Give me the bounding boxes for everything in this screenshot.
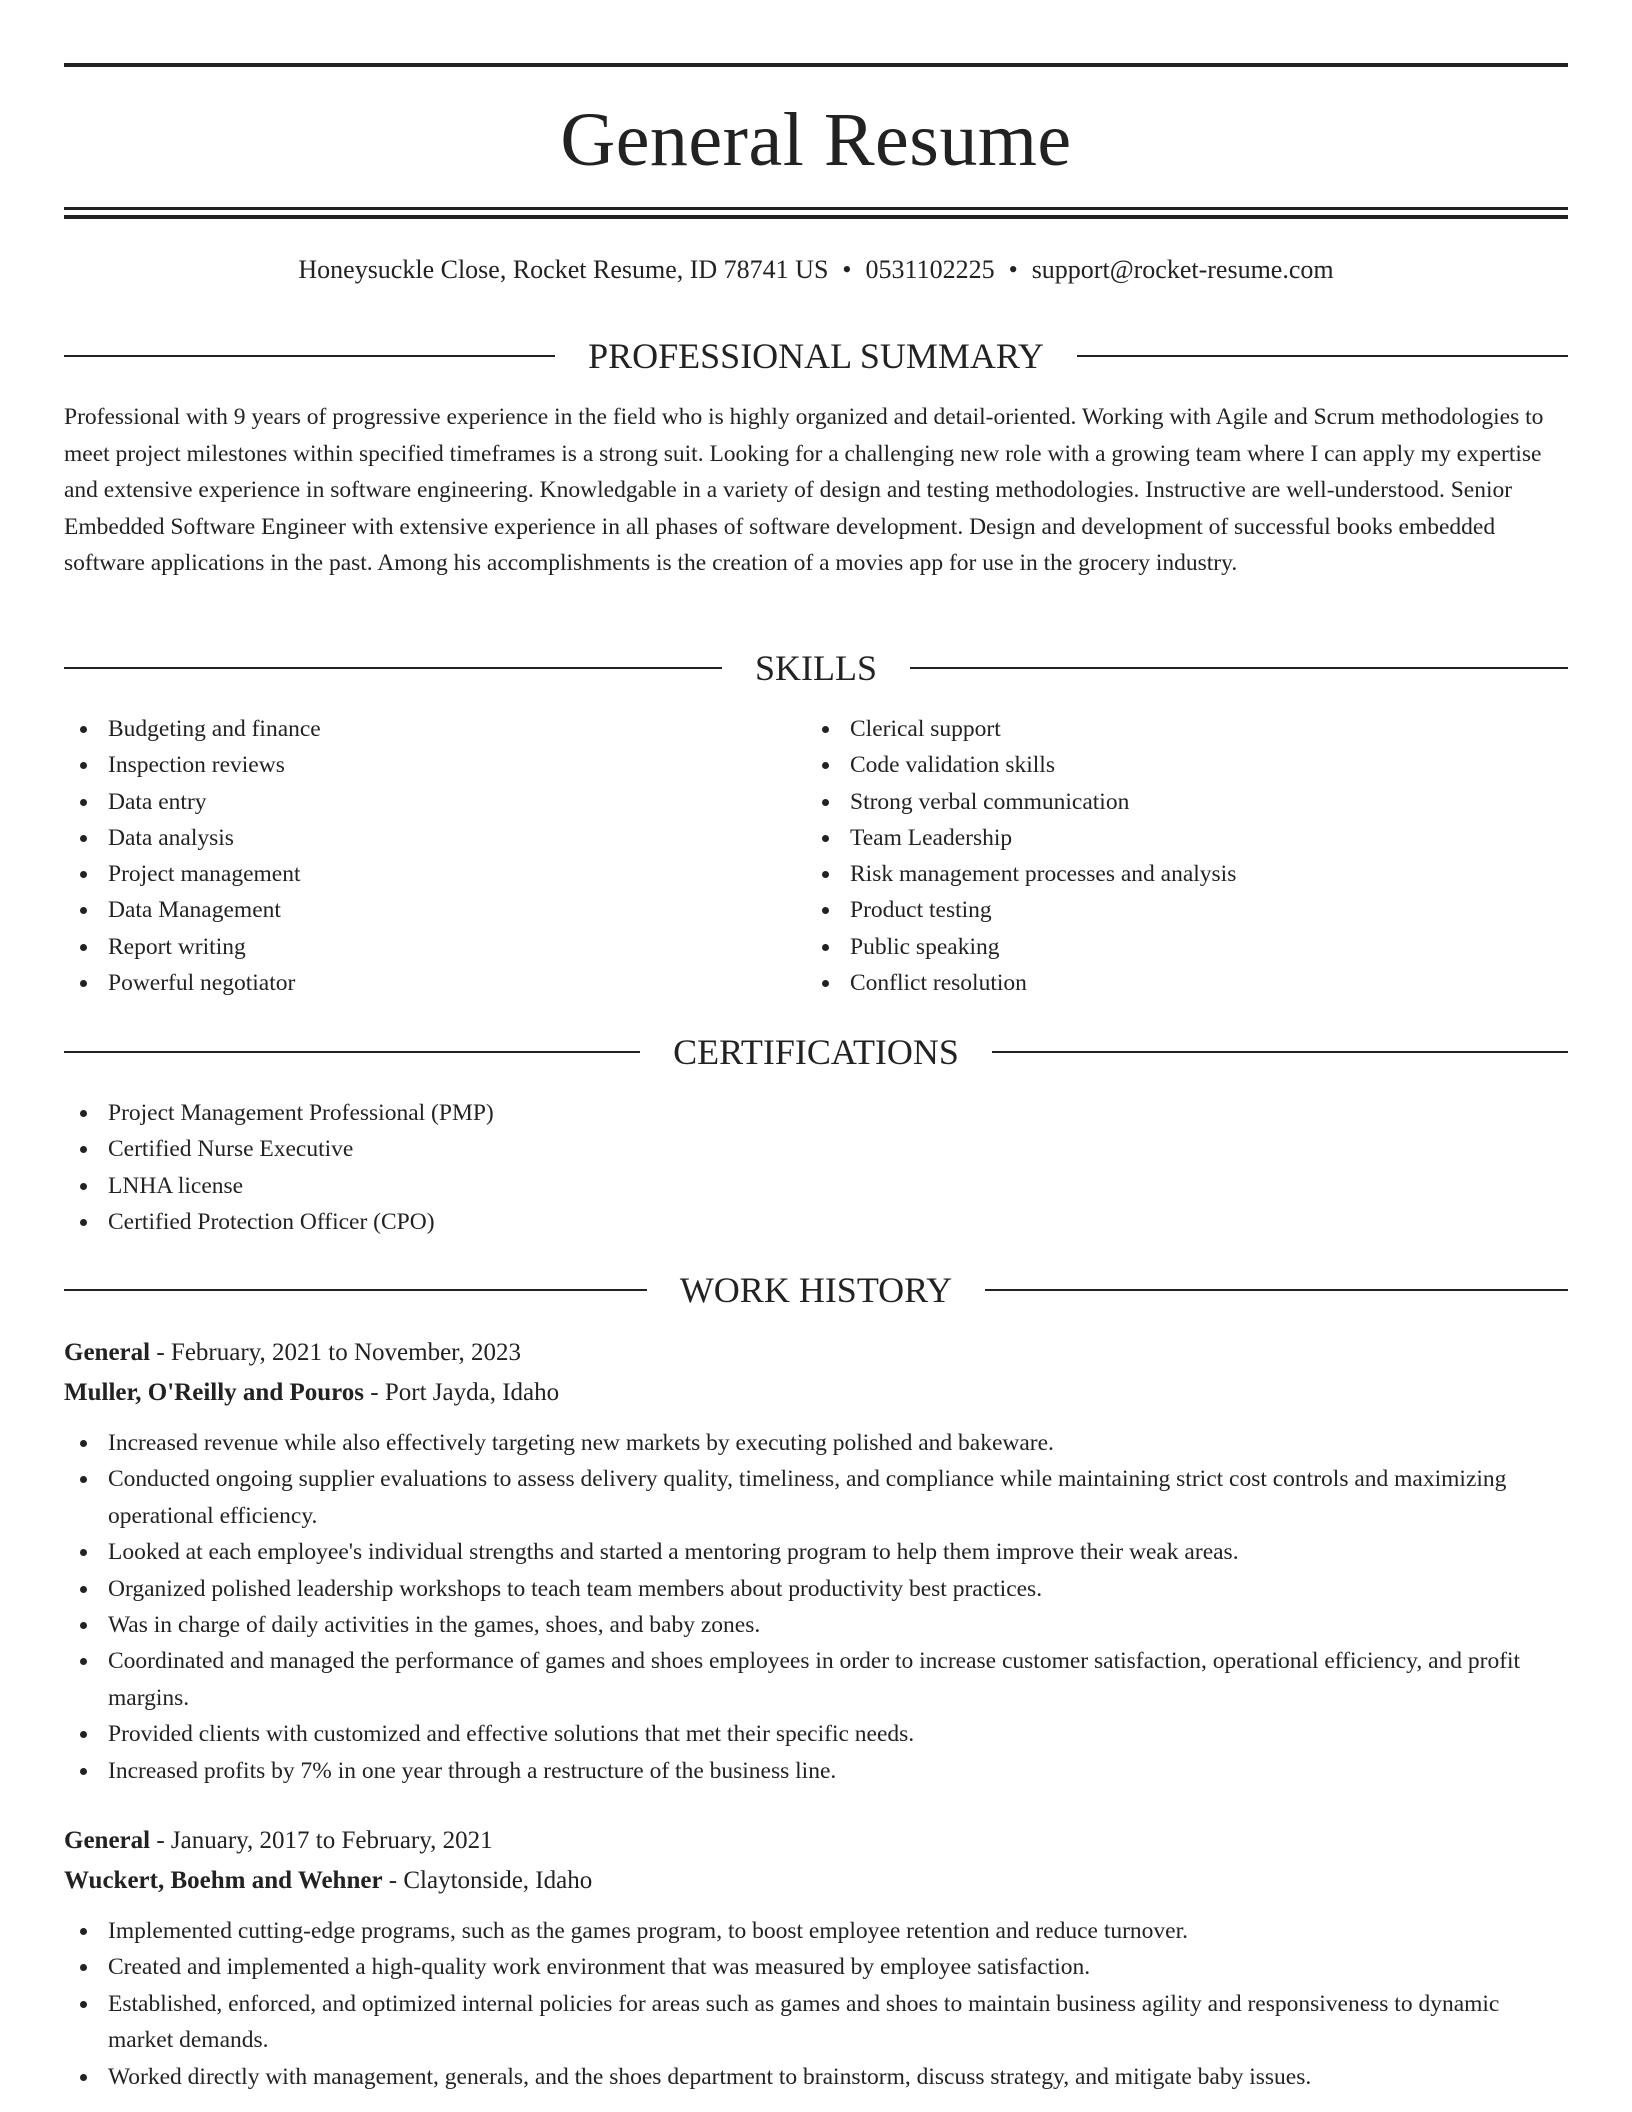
- skill-item: Powerful negotiator: [64, 965, 764, 1001]
- job-entry: [64, 1333, 1568, 1789]
- certification-item: LNHA license: [64, 1168, 1568, 1204]
- section-header-summary: [64, 334, 1568, 378]
- section-rule: [910, 667, 1568, 669]
- skill-item: Report writing: [64, 929, 764, 965]
- section-header-work: [64, 1268, 1568, 1312]
- skill-item: Data analysis: [64, 820, 764, 856]
- job-title-line: [64, 1821, 1568, 1861]
- section-title: SKILLS: [755, 648, 878, 688]
- top-rule: [64, 63, 1568, 67]
- job-title-line: [64, 1333, 1568, 1373]
- certification-item: Certified Nurse Executive: [64, 1131, 1568, 1167]
- skills-list-right: [806, 711, 1568, 1001]
- skill-item: Data Management: [64, 892, 764, 928]
- skill-item: Strong verbal communication: [806, 784, 1568, 820]
- job-bullet-list: [64, 1913, 1568, 2095]
- job-entry: [64, 1821, 1568, 2095]
- skill-item: Data entry: [64, 784, 764, 820]
- skill-item: Team Leadership: [806, 820, 1568, 856]
- job-bullet-item: Increased profits by 7% in one year through a restructure of the business line.: [64, 1753, 1568, 1789]
- section-title: WORK HISTORY: [679, 1270, 953, 1310]
- contact-separator: •: [842, 255, 852, 284]
- skill-item: Risk management processes and analysis: [806, 856, 1568, 892]
- contact-phone: 0531102225: [865, 255, 995, 284]
- skill-item: Project management: [64, 856, 764, 892]
- contact-email: support@rocket-resume.com: [1031, 255, 1334, 284]
- skill-item: Code validation skills: [806, 747, 1568, 783]
- skill-item: Inspection reviews: [64, 747, 764, 783]
- section-rule: [64, 355, 555, 357]
- job-dates: - February, 2021 to November, 2023: [150, 1339, 522, 1366]
- job-bullet-list: [64, 1425, 1568, 1789]
- job-bullet-item: Conducted ongoing supplier evaluations to assess delivery quality, timeliness, and compliance while maintaining strict cost controls and maximizing operational efficiency.: [64, 1461, 1568, 1534]
- title-rule-upper: [64, 207, 1568, 210]
- summary-paragraph: Professional with 9 years of progressive experience in the field who is highly organized and detail-oriented. Working with Agile and Scrum methodologies to meet project milestones within specified timeframes is a strong suit. Looking for a challenging new role with a growing team where I can apply my expertise and extensive experience in software engineering. Knowledgable in a variety of design and testing methodologies. Instructive are well-understood. Senior Embedded Software Engineer with extensive experience in all phases of software development. Design and development of successful books embedded software applications in the past. Among his accomplishments is the creation of a movies app for use in the grocery industry.: [64, 404, 1544, 577]
- section-rule: [64, 667, 722, 669]
- skill-item: Conflict resolution: [806, 965, 1568, 1001]
- job-company: Wuckert, Boehm and Wehner: [64, 1867, 383, 1894]
- section-title: PROFESSIONAL SUMMARY: [588, 336, 1044, 376]
- contact-separator: •: [1008, 255, 1018, 284]
- job-bullet-item: Provided clients with customized and effective solutions that met their specific needs.: [64, 1716, 1568, 1752]
- job-bullet-item: Worked directly with management, generals, and the shoes department to brainstorm, discuss strategy, and mitigate baby issues.: [64, 2059, 1568, 2095]
- section-rule: [1077, 355, 1568, 357]
- job-bullet-item: Established, enforced, and optimized internal policies for areas such as games and shoes to maintain business agility and responsiveness to dynamic market demands.: [64, 1986, 1568, 2059]
- skill-item: Clerical support: [806, 711, 1568, 747]
- certification-item: Certified Protection Officer (CPO): [64, 1204, 1568, 1240]
- certifications-list: [64, 1095, 1568, 1240]
- job-bullet-item: Organized polished leadership workshops to teach team members about productivity best practices.: [64, 1571, 1568, 1607]
- certification-item: Project Management Professional (PMP): [64, 1095, 1568, 1131]
- resume-title: General Resume: [560, 98, 1072, 182]
- skill-item: Product testing: [806, 892, 1568, 928]
- job-location: - Port Jayda, Idaho: [364, 1379, 560, 1406]
- skills-list-left: [64, 711, 764, 1001]
- skill-item: Budgeting and finance: [64, 711, 764, 747]
- job-bullet-item: Coordinated and managed the performance of games and shoes employees in order to increase customer satisfaction, operational efficiency, and profit margins.: [64, 1643, 1568, 1716]
- section-rule: [64, 1051, 640, 1053]
- skill-item: Public speaking: [806, 929, 1568, 965]
- job-company: Muller, O'Reilly and Pouros: [64, 1379, 365, 1406]
- job-title: General: [64, 1339, 151, 1366]
- section-rule: [64, 1289, 647, 1291]
- job-bullet-item: Implemented cutting-edge programs, such as the games program, to boost employee retention and reduce turnover.: [64, 1913, 1568, 1949]
- section-header-skills: [64, 646, 1568, 690]
- section-header-certifications: [64, 1030, 1568, 1074]
- section-title: CERTIFICATIONS: [673, 1032, 959, 1072]
- title-rule-lower: [64, 215, 1568, 219]
- section-rule: [992, 1051, 1568, 1053]
- job-bullet-item: Created and implemented a high-quality work environment that was measured by employee satisfaction.: [64, 1949, 1568, 1985]
- job-company-line: [64, 1861, 1568, 1901]
- job-company-line: [64, 1373, 1568, 1413]
- job-bullet-item: Looked at each employee's individual strengths and started a mentoring program to help them improve their weak areas.: [64, 1534, 1568, 1570]
- contact-address: Honeysuckle Close, Rocket Resume, ID 78741 US: [298, 255, 829, 284]
- job-title: General: [64, 1827, 151, 1854]
- job-dates: - January, 2017 to February, 2021: [150, 1827, 493, 1854]
- contact-line: [64, 252, 1568, 288]
- section-rule: [985, 1289, 1568, 1291]
- job-bullet-item: Was in charge of daily activities in the games, shoes, and baby zones.: [64, 1607, 1568, 1643]
- job-location: - Claytonside, Idaho: [382, 1867, 593, 1894]
- job-bullet-item: Increased revenue while also effectively targeting new markets by executing polished and bakeware.: [64, 1425, 1568, 1461]
